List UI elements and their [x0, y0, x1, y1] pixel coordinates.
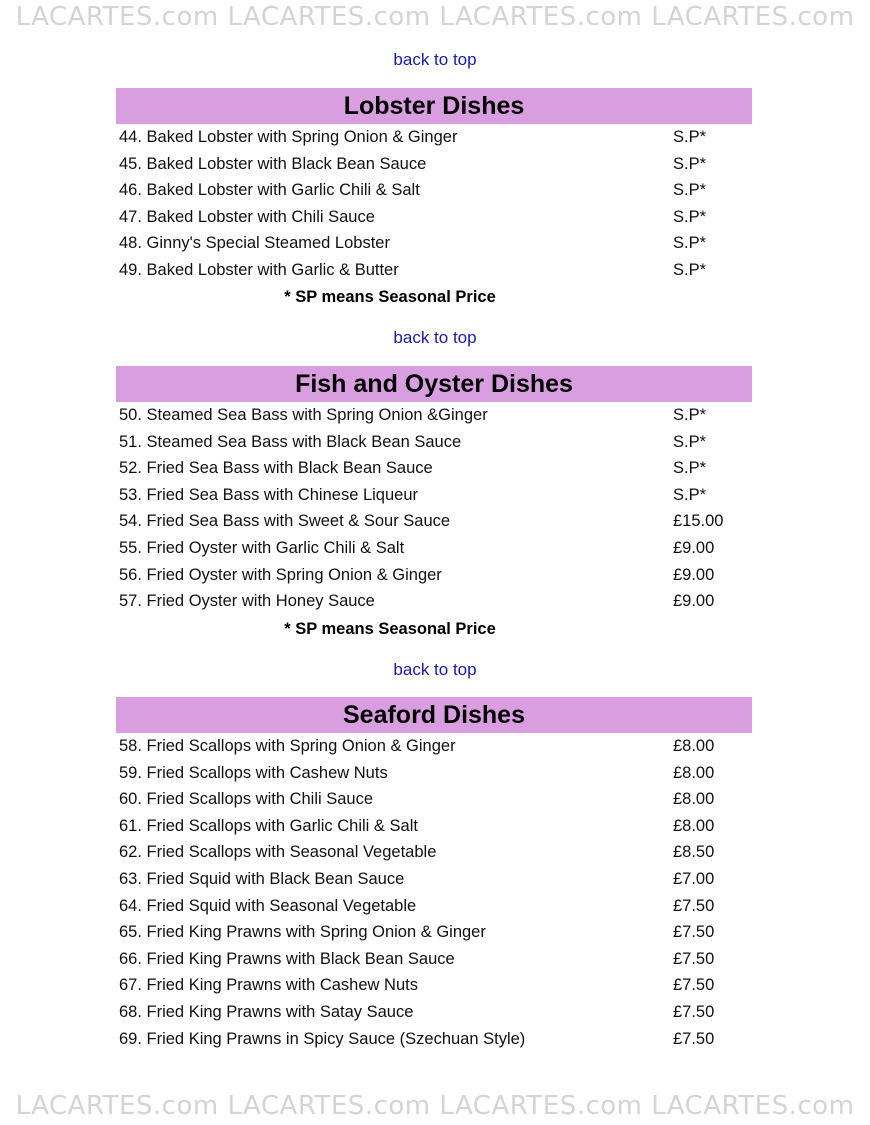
item-price: £7.50: [673, 976, 715, 995]
item-name: 54. Fried Sea Bass with Sweet & Sour Sauce: [119, 512, 451, 531]
menu-item: [119, 588, 749, 615]
item-name: 47. Baked Lobster with Chili Sauce: [119, 207, 375, 226]
item-price: £8.00: [673, 763, 715, 782]
item-price: £8.00: [673, 816, 715, 835]
item-name: 61. Fried Scallops with Garlic Chili & Salt: [119, 816, 418, 835]
item-name: 55. Fried Oyster with Garlic Chili & Salt: [119, 538, 405, 557]
menu-item: [119, 429, 749, 456]
item-price: £7.50: [673, 949, 715, 968]
item-price: S.P*: [673, 459, 707, 478]
back-to-top-link[interactable]: back to top: [393, 50, 477, 69]
item-price: S.P*: [673, 485, 707, 504]
item-name: 52. Fried Sea Bass with Black Bean Sauce: [119, 459, 433, 478]
item-price: £8.50: [673, 843, 715, 862]
menu-item: [119, 177, 749, 204]
menu-item: [119, 760, 749, 787]
item-name: 44. Baked Lobster with Spring Onion & Ginger: [119, 128, 458, 146]
item-name: 51. Steamed Sea Bass with Black Bean Sauce: [119, 432, 462, 451]
item-name: 53. Fried Sea Bass with Chinese Liqueur: [119, 485, 418, 504]
menu-item: [119, 124, 749, 151]
item-price: £8.00: [673, 790, 715, 809]
item-price: £15.00: [673, 512, 724, 531]
item-name: 60. Fried Scallops with Chili Sauce: [119, 790, 374, 809]
item-price: S.P*: [673, 207, 707, 226]
menu-item: [119, 402, 749, 429]
menu-item: [119, 946, 749, 973]
menu-list-lobster: [119, 124, 749, 284]
watermark-top: LACARTES.com LACARTES.com LACARTES.com LACARTES.com: [15, 2, 855, 32]
item-name: 62. Fried Scallops with Seasonal Vegetable: [119, 843, 437, 862]
item-price: £7.00: [673, 869, 715, 888]
menu-item: [119, 999, 749, 1026]
menu-item: [119, 151, 749, 178]
item-name: 48. Ginny's Special Steamed Lobster: [119, 234, 390, 253]
item-price: £8.00: [673, 737, 715, 755]
seasonal-price-note: * SP means Seasonal Price: [284, 288, 496, 306]
item-price: £7.50: [673, 896, 715, 915]
item-price: £7.50: [673, 1029, 715, 1048]
item-name: 59. Fried Scallops with Cashew Nuts: [119, 763, 388, 782]
menu-item: [119, 204, 749, 231]
menu-item: [119, 972, 749, 999]
seasonal-price-note: * SP means Seasonal Price: [284, 620, 496, 638]
item-name: 68. Fried King Prawns with Satay Sauce: [119, 1002, 414, 1021]
item-price: S.P*: [673, 406, 707, 424]
menu-item: [119, 733, 749, 760]
item-price: £9.00: [673, 592, 715, 611]
menu-item: [119, 813, 749, 840]
menu-list-seafood: [119, 733, 749, 1052]
menu-item: [119, 562, 749, 589]
section-header-lobster: Lobster Dishes: [116, 88, 752, 124]
menu-item: [119, 893, 749, 920]
back-to-top-link[interactable]: back to top: [393, 328, 477, 347]
item-price: S.P*: [673, 432, 707, 451]
item-price: S.P*: [673, 181, 707, 200]
menu-item: [119, 786, 749, 813]
section-header-fish-oyster: Fish and Oyster Dishes: [116, 366, 752, 402]
menu-item: [119, 535, 749, 562]
menu-item: [119, 866, 749, 893]
menu-item: [119, 455, 749, 482]
item-price: S.P*: [673, 154, 707, 173]
menu-item: [119, 839, 749, 866]
item-price: £7.50: [673, 1002, 715, 1021]
section-header-seafood: Seaford Dishes: [116, 697, 752, 733]
item-name: 50. Steamed Sea Bass with Spring Onion &Ginger: [119, 406, 488, 424]
menu-item: [119, 1026, 749, 1053]
item-name: 66. Fried King Prawns with Black Bean Sauce: [119, 949, 455, 968]
item-name: 58. Fried Scallops with Spring Onion & Ginger: [119, 737, 456, 755]
menu-list-fish-oyster: [119, 402, 749, 615]
item-price: S.P*: [673, 260, 707, 279]
back-to-top-link[interactable]: back to top: [393, 660, 477, 679]
menu-item: [119, 230, 749, 257]
item-name: 63. Fried Squid with Black Bean Sauce: [119, 869, 405, 888]
item-price: £7.50: [673, 923, 715, 942]
item-name: 67. Fried King Prawns with Cashew Nuts: [119, 976, 418, 995]
menu-item: [119, 257, 749, 284]
menu-item: [119, 508, 749, 535]
item-name: 56. Fried Oyster with Spring Onion & Ginger: [119, 565, 442, 584]
item-name: 45. Baked Lobster with Black Bean Sauce: [119, 154, 427, 173]
menu-item: [119, 482, 749, 509]
item-name: 69. Fried King Prawns in Spicy Sauce (Szechuan Style): [119, 1029, 526, 1048]
item-price: S.P*: [673, 128, 707, 146]
item-name: 65. Fried King Prawns with Spring Onion & Ginger: [119, 923, 486, 942]
item-name: 64. Fried Squid with Seasonal Vegetable: [119, 896, 417, 915]
menu-item: [119, 919, 749, 946]
item-name: 57. Fried Oyster with Honey Sauce: [119, 592, 375, 611]
item-name: 46. Baked Lobster with Garlic Chili & Salt: [119, 181, 420, 200]
item-price: S.P*: [673, 234, 707, 253]
watermark-bottom: LACARTES.com LACARTES.com LACARTES.com LACARTES.com: [15, 1091, 855, 1121]
item-price: £9.00: [673, 538, 715, 557]
item-name: 49. Baked Lobster with Garlic & Butter: [119, 260, 399, 279]
item-price: £9.00: [673, 565, 715, 584]
